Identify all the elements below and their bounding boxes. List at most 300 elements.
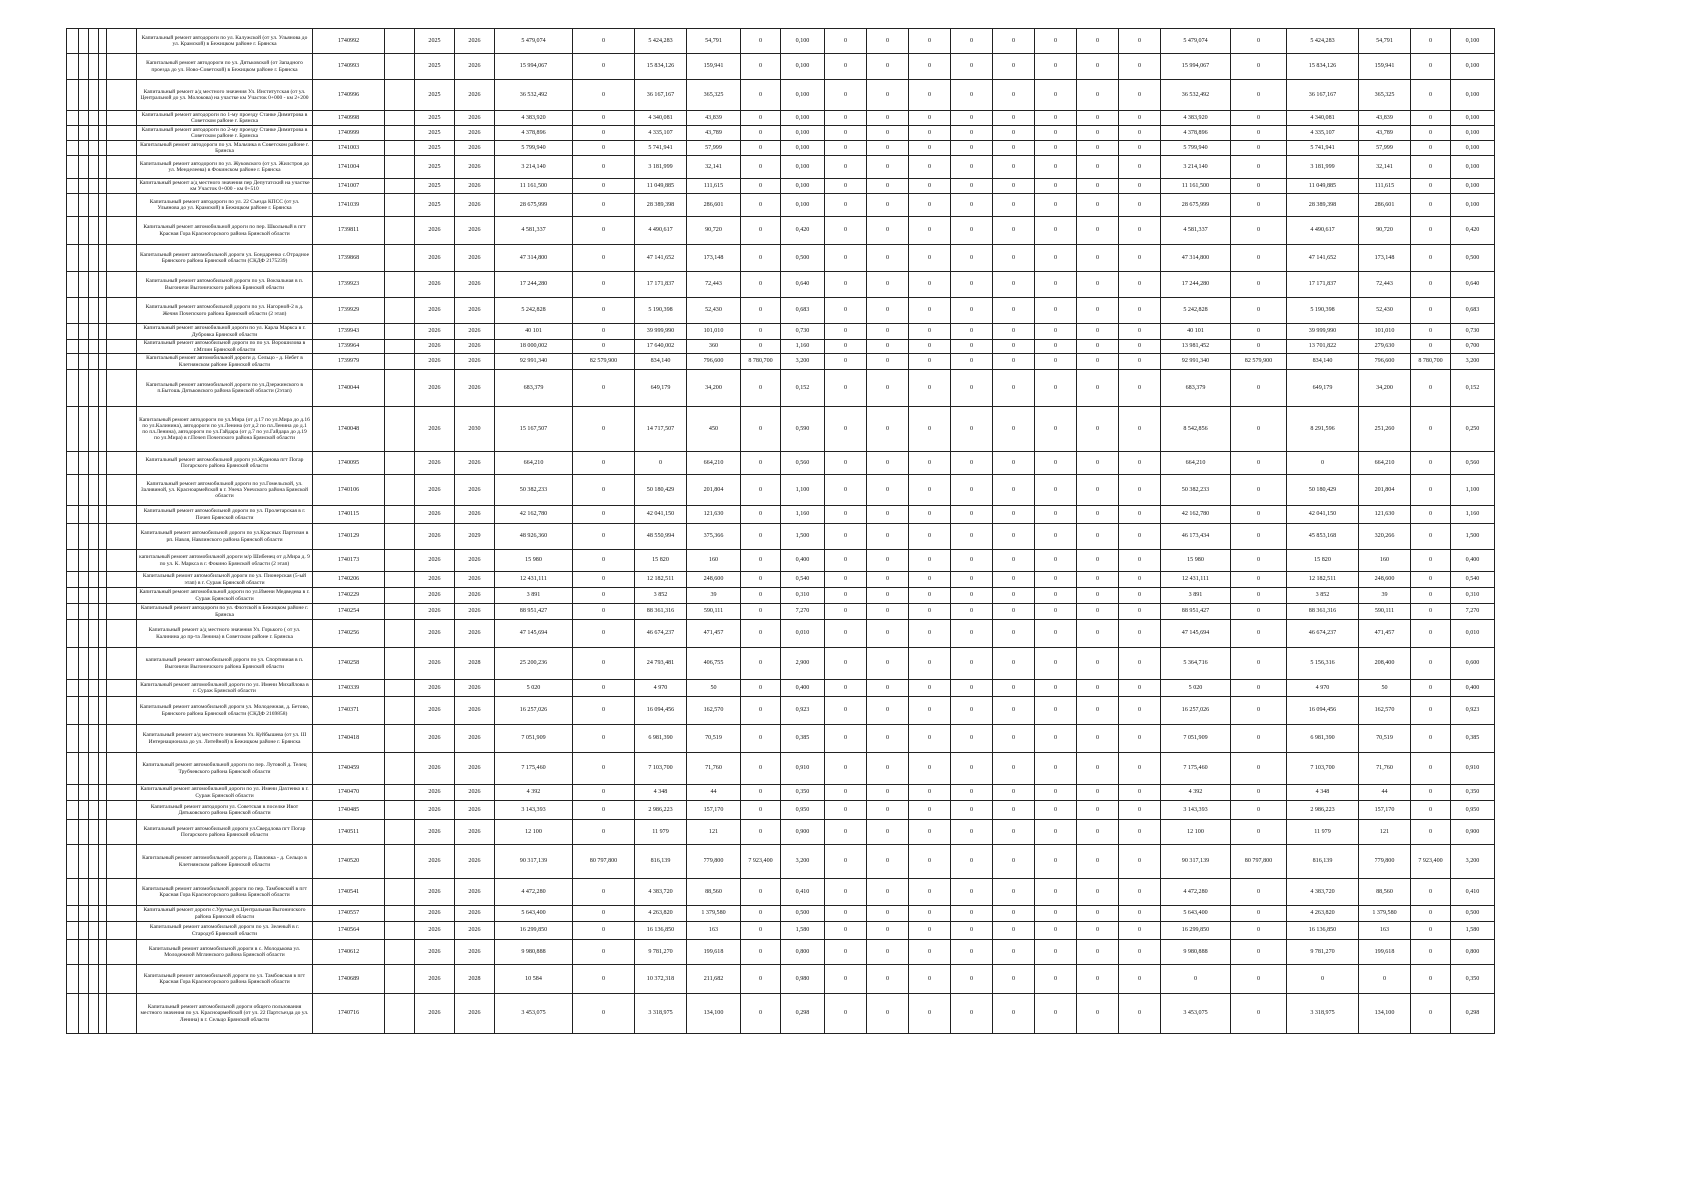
margin-cell — [99, 604, 107, 620]
federal-2026-cell: 0 — [1231, 620, 1287, 648]
regional-cell: 36 167,167 — [635, 80, 687, 111]
table-row — [67, 194, 1495, 217]
total-2026-cell: 5 364,716 — [1161, 648, 1231, 680]
federal-cell: 0 — [573, 524, 635, 550]
regional-cell: 88 361,316 — [635, 604, 687, 620]
start-year-cell: 2025 — [415, 80, 455, 111]
zero-cell: 0 — [1077, 194, 1119, 217]
empty-cell — [385, 156, 415, 179]
zero-cell: 0 — [1077, 54, 1119, 80]
local-2026-cell: 664,210 — [1359, 452, 1411, 475]
length-2026-cell: 1,580 — [1451, 922, 1495, 940]
margin-cell — [107, 245, 137, 272]
margin-cell — [79, 572, 89, 588]
local-2026-cell: 52,430 — [1359, 298, 1411, 324]
end-year-cell: 2026 — [455, 272, 495, 298]
zero-cell: 0 — [1035, 604, 1077, 620]
regional-cell: 39 999,990 — [635, 324, 687, 340]
zero-cell: 0 — [867, 697, 909, 725]
margin-cell — [67, 879, 79, 906]
margin-cell — [89, 753, 99, 785]
zero-cell: 0 — [1035, 370, 1077, 407]
code-cell: 1740371 — [313, 697, 385, 725]
zero-cell: 0 — [951, 820, 993, 845]
federal-cell: 0 — [573, 820, 635, 845]
extra-2026-cell: 0 — [1411, 906, 1451, 922]
zero-cell: 0 — [1035, 179, 1077, 194]
margin-cell — [99, 354, 107, 370]
federal-cell: 0 — [573, 588, 635, 604]
zero-cell: 0 — [993, 80, 1035, 111]
margin-cell — [99, 785, 107, 801]
federal-cell: 0 — [573, 452, 635, 475]
code-cell: 1740511 — [313, 820, 385, 845]
start-year-cell: 2026 — [415, 370, 455, 407]
extra-2026-cell: 0 — [1411, 604, 1451, 620]
local-2026-cell: 71,760 — [1359, 753, 1411, 785]
local-cell: 134,100 — [687, 994, 741, 1034]
margin-cell — [89, 340, 99, 354]
code-cell: 1740044 — [313, 370, 385, 407]
margin-cell — [79, 245, 89, 272]
local-2026-cell: 57,999 — [1359, 141, 1411, 156]
start-year-cell: 2026 — [415, 324, 455, 340]
empty-cell — [385, 54, 415, 80]
margin-cell — [107, 879, 137, 906]
zero-cell: 0 — [993, 572, 1035, 588]
length-cell: 0,590 — [781, 407, 825, 452]
local-2026-cell: 365,325 — [1359, 80, 1411, 111]
margin-cell — [67, 725, 79, 753]
zero-cell: 0 — [867, 111, 909, 126]
regional-2026-cell: 7 103,700 — [1287, 753, 1359, 785]
zero-cell: 0 — [1077, 620, 1119, 648]
federal-cell: 0 — [573, 272, 635, 298]
zero-cell: 0 — [993, 370, 1035, 407]
margin-cell — [67, 845, 79, 879]
local-cell: 664,210 — [687, 452, 741, 475]
length-2026-cell: 0,730 — [1451, 324, 1495, 340]
total-2026-cell: 90 317,139 — [1161, 845, 1231, 879]
zero-cell: 0 — [1119, 922, 1161, 940]
federal-cell: 0 — [573, 753, 635, 785]
length-cell: 0,100 — [781, 194, 825, 217]
length-2026-cell: 0,100 — [1451, 179, 1495, 194]
margin-cell — [67, 452, 79, 475]
length-2026-cell: 0,700 — [1451, 340, 1495, 354]
zero-cell: 0 — [1035, 126, 1077, 141]
zero-cell: 0 — [993, 141, 1035, 156]
length-cell: 0,385 — [781, 725, 825, 753]
local-cell: 779,800 — [687, 845, 741, 879]
start-year-cell: 2026 — [415, 725, 455, 753]
margin-cell — [79, 29, 89, 54]
margin-cell — [79, 272, 89, 298]
extra-cell: 0 — [741, 940, 781, 965]
zero-cell: 0 — [1035, 550, 1077, 572]
code-cell: 1739868 — [313, 245, 385, 272]
zero-cell: 0 — [951, 111, 993, 126]
length-cell: 0,100 — [781, 54, 825, 80]
zero-cell: 0 — [951, 156, 993, 179]
length-2026-cell: 0,910 — [1451, 753, 1495, 785]
total-cell: 4 472,280 — [495, 879, 573, 906]
zero-cell: 0 — [951, 179, 993, 194]
regional-2026-cell: 4 490,617 — [1287, 217, 1359, 245]
total-2026-cell: 0 — [1161, 965, 1231, 994]
margin-cell — [67, 697, 79, 725]
extra-2026-cell: 0 — [1411, 370, 1451, 407]
margin-cell — [89, 524, 99, 550]
margin-cell — [67, 922, 79, 940]
regional-cell: 4 263,820 — [635, 906, 687, 922]
length-2026-cell: 0,640 — [1451, 272, 1495, 298]
total-cell: 4 581,337 — [495, 217, 573, 245]
margin-cell — [89, 994, 99, 1034]
extra-2026-cell: 0 — [1411, 801, 1451, 820]
zero-cell: 0 — [867, 906, 909, 922]
margin-cell — [67, 506, 79, 524]
margin-cell — [107, 572, 137, 588]
local-2026-cell: 54,791 — [1359, 29, 1411, 54]
margin-cell — [89, 725, 99, 753]
extra-cell: 0 — [741, 620, 781, 648]
local-2026-cell: 796,600 — [1359, 354, 1411, 370]
total-cell: 50 382,233 — [495, 475, 573, 506]
end-year-cell: 2026 — [455, 54, 495, 80]
regional-cell: 4 383,720 — [635, 879, 687, 906]
total-2026-cell: 16 257,026 — [1161, 697, 1231, 725]
margin-cell — [67, 80, 79, 111]
length-cell: 1,580 — [781, 922, 825, 940]
extra-cell: 0 — [741, 550, 781, 572]
margin-cell — [79, 753, 89, 785]
zero-cell: 0 — [1035, 475, 1077, 506]
regional-cell: 14 717,507 — [635, 407, 687, 452]
zero-cell: 0 — [1077, 245, 1119, 272]
regional-2026-cell: 4 970 — [1287, 680, 1359, 697]
local-cell: 159,941 — [687, 54, 741, 80]
zero-cell: 0 — [993, 29, 1035, 54]
zero-cell: 0 — [1119, 324, 1161, 340]
regional-2026-cell: 39 999,990 — [1287, 324, 1359, 340]
federal-cell: 0 — [573, 906, 635, 922]
local-2026-cell: 90,720 — [1359, 217, 1411, 245]
margin-cell — [89, 879, 99, 906]
start-year-cell: 2025 — [415, 29, 455, 54]
local-2026-cell: 50 — [1359, 680, 1411, 697]
empty-cell — [385, 604, 415, 620]
federal-2026-cell: 0 — [1231, 141, 1287, 156]
end-year-cell: 2026 — [455, 324, 495, 340]
zero-cell: 0 — [1035, 111, 1077, 126]
extra-cell: 0 — [741, 801, 781, 820]
regional-2026-cell: 5 190,398 — [1287, 298, 1359, 324]
federal-cell: 0 — [573, 340, 635, 354]
regional-2026-cell: 45 853,168 — [1287, 524, 1359, 550]
margin-cell — [99, 475, 107, 506]
table-row — [67, 785, 1495, 801]
extra-2026-cell: 0 — [1411, 753, 1451, 785]
zero-cell: 0 — [867, 524, 909, 550]
length-cell: 2,900 — [781, 648, 825, 680]
zero-cell: 0 — [1119, 965, 1161, 994]
name-cell: Капитальный ремонт автомобильной дороги по ул. Карла Маркса в г. Дубровка Брянской области — [137, 324, 313, 340]
empty-cell — [385, 697, 415, 725]
total-2026-cell: 42 162,780 — [1161, 506, 1231, 524]
zero-cell: 0 — [1119, 524, 1161, 550]
local-cell: 450 — [687, 407, 741, 452]
length-cell: 0,310 — [781, 588, 825, 604]
total-cell: 16 257,026 — [495, 697, 573, 725]
margin-cell — [79, 648, 89, 680]
start-year-cell: 2026 — [415, 620, 455, 648]
margin-cell — [107, 54, 137, 80]
zero-cell: 0 — [1035, 801, 1077, 820]
extra-2026-cell: 0 — [1411, 194, 1451, 217]
regional-cell: 17 640,002 — [635, 340, 687, 354]
length-2026-cell: 0,100 — [1451, 29, 1495, 54]
length-2026-cell: 0,100 — [1451, 194, 1495, 217]
zero-cell: 0 — [909, 80, 951, 111]
length-2026-cell: 3,200 — [1451, 354, 1495, 370]
extra-2026-cell: 0 — [1411, 111, 1451, 126]
extra-cell: 0 — [741, 648, 781, 680]
local-2026-cell: 251,260 — [1359, 407, 1411, 452]
length-cell: 0,100 — [781, 29, 825, 54]
start-year-cell: 2025 — [415, 54, 455, 80]
margin-cell — [67, 940, 79, 965]
federal-2026-cell: 82 579,900 — [1231, 354, 1287, 370]
zero-cell: 0 — [951, 697, 993, 725]
zero-cell: 0 — [951, 272, 993, 298]
margin-cell — [67, 141, 79, 156]
margin-cell — [89, 965, 99, 994]
objects-table — [66, 28, 1495, 1034]
table-row — [67, 111, 1495, 126]
margin-cell — [107, 725, 137, 753]
zero-cell: 0 — [909, 965, 951, 994]
code-cell: 1740716 — [313, 994, 385, 1034]
federal-cell: 0 — [573, 80, 635, 111]
zero-cell: 0 — [1077, 179, 1119, 194]
local-2026-cell: 72,443 — [1359, 272, 1411, 298]
zero-cell: 0 — [1035, 524, 1077, 550]
zero-cell: 0 — [1035, 940, 1077, 965]
margin-cell — [79, 354, 89, 370]
name-cell: Капитальный ремонт автомобильной дороги д. Павловка - д. Сельцо в Клетнянском районе Брянской области — [137, 845, 313, 879]
extra-2026-cell: 0 — [1411, 550, 1451, 572]
end-year-cell: 2026 — [455, 604, 495, 620]
length-2026-cell: 0,010 — [1451, 620, 1495, 648]
local-2026-cell: 121 — [1359, 820, 1411, 845]
extra-cell: 0 — [741, 994, 781, 1034]
extra-cell: 0 — [741, 879, 781, 906]
zero-cell: 0 — [1077, 753, 1119, 785]
regional-2026-cell: 11 049,885 — [1287, 179, 1359, 194]
zero-cell: 0 — [909, 725, 951, 753]
zero-cell: 0 — [867, 452, 909, 475]
zero-cell: 0 — [1119, 697, 1161, 725]
code-cell: 1739923 — [313, 272, 385, 298]
code-cell: 1740459 — [313, 753, 385, 785]
extra-2026-cell: 0 — [1411, 407, 1451, 452]
extra-cell: 0 — [741, 697, 781, 725]
margin-cell — [67, 29, 79, 54]
regional-2026-cell: 28 389,398 — [1287, 194, 1359, 217]
zero-cell: 0 — [867, 54, 909, 80]
name-cell: Капитальный ремонт а/д местного значения Ул. Горького ( от ул. Калинина до пр-та Ленина) в Советском районе г. Брянска — [137, 620, 313, 648]
margin-cell — [89, 620, 99, 648]
zero-cell: 0 — [1119, 845, 1161, 879]
length-cell: 0,730 — [781, 324, 825, 340]
name-cell: Капитальный ремонт дороги с.Уручье,ул.Центральная Выгоничского района Брянской области — [137, 906, 313, 922]
federal-cell: 82 579,900 — [573, 354, 635, 370]
local-2026-cell: 111,615 — [1359, 179, 1411, 194]
zero-cell: 0 — [1119, 906, 1161, 922]
margin-cell — [107, 922, 137, 940]
zero-cell: 0 — [909, 272, 951, 298]
total-cell: 48 926,360 — [495, 524, 573, 550]
zero-cell: 0 — [993, 194, 1035, 217]
margin-cell — [107, 906, 137, 922]
zero-cell: 0 — [1119, 80, 1161, 111]
federal-2026-cell: 0 — [1231, 506, 1287, 524]
zero-cell: 0 — [867, 994, 909, 1034]
local-2026-cell: 279,630 — [1359, 340, 1411, 354]
zero-cell: 0 — [909, 324, 951, 340]
name-cell: Капитальный ремонт автомобильной дороги ул. Молодежная, д. Бетово, Брянского района Брянской области (СКДФ 2169858) — [137, 697, 313, 725]
end-year-cell: 2026 — [455, 245, 495, 272]
federal-cell: 0 — [573, 572, 635, 588]
zero-cell: 0 — [867, 725, 909, 753]
code-cell: 1740689 — [313, 965, 385, 994]
extra-cell: 0 — [741, 524, 781, 550]
margin-cell — [79, 475, 89, 506]
extra-2026-cell: 0 — [1411, 648, 1451, 680]
total-2026-cell: 50 382,233 — [1161, 475, 1231, 506]
extra-cell: 0 — [741, 54, 781, 80]
zero-cell: 0 — [993, 697, 1035, 725]
zero-cell: 0 — [1119, 354, 1161, 370]
zero-cell: 0 — [867, 156, 909, 179]
regional-cell: 11 979 — [635, 820, 687, 845]
code-cell: 1740256 — [313, 620, 385, 648]
zero-cell: 0 — [1077, 298, 1119, 324]
margin-cell — [107, 845, 137, 879]
length-cell: 1,500 — [781, 524, 825, 550]
zero-cell: 0 — [867, 475, 909, 506]
extra-2026-cell: 8 780,700 — [1411, 354, 1451, 370]
zero-cell: 0 — [1035, 648, 1077, 680]
zero-cell: 0 — [951, 550, 993, 572]
length-2026-cell: 0,152 — [1451, 370, 1495, 407]
end-year-cell: 2026 — [455, 725, 495, 753]
total-cell: 9 980,888 — [495, 940, 573, 965]
name-cell: Капитальный ремонт автодороги по 2-му проезду Станке Димитрова в Советском районе г. Брянска — [137, 126, 313, 141]
margin-cell — [89, 697, 99, 725]
margin-cell — [107, 801, 137, 820]
total-cell: 25 200,236 — [495, 648, 573, 680]
total-2026-cell: 4 383,920 — [1161, 111, 1231, 126]
zero-cell: 0 — [951, 324, 993, 340]
zero-cell: 0 — [951, 680, 993, 697]
length-2026-cell: 1,500 — [1451, 524, 1495, 550]
total-2026-cell: 15 994,067 — [1161, 54, 1231, 80]
empty-cell — [385, 179, 415, 194]
federal-2026-cell: 0 — [1231, 80, 1287, 111]
margin-cell — [89, 588, 99, 604]
empty-cell — [385, 29, 415, 54]
local-2026-cell: 70,519 — [1359, 725, 1411, 753]
start-year-cell: 2026 — [415, 298, 455, 324]
total-2026-cell: 92 991,340 — [1161, 354, 1231, 370]
local-2026-cell: 201,804 — [1359, 475, 1411, 506]
length-2026-cell: 0,800 — [1451, 940, 1495, 965]
zero-cell: 0 — [1035, 340, 1077, 354]
zero-cell: 0 — [951, 604, 993, 620]
total-cell: 12 100 — [495, 820, 573, 845]
name-cell: Капитальный ремонт автомобильной дороги по ул. Имени Дахтенко в г. Сураж Брянской области — [137, 785, 313, 801]
federal-cell: 0 — [573, 994, 635, 1034]
length-2026-cell: 0,410 — [1451, 879, 1495, 906]
zero-cell: 0 — [909, 407, 951, 452]
zero-cell: 0 — [867, 141, 909, 156]
end-year-cell: 2030 — [455, 407, 495, 452]
start-year-cell: 2026 — [415, 965, 455, 994]
extra-cell: 0 — [741, 820, 781, 845]
local-2026-cell: 779,800 — [1359, 845, 1411, 879]
code-cell: 1739964 — [313, 340, 385, 354]
table-row — [67, 524, 1495, 550]
empty-cell — [385, 298, 415, 324]
zero-cell: 0 — [1077, 217, 1119, 245]
regional-2026-cell: 4 348 — [1287, 785, 1359, 801]
zero-cell: 0 — [951, 965, 993, 994]
zero-cell: 0 — [993, 965, 1035, 994]
total-cell: 88 951,427 — [495, 604, 573, 620]
zero-cell: 0 — [951, 922, 993, 940]
zero-cell: 0 — [825, 994, 867, 1034]
regional-cell: 11 049,885 — [635, 179, 687, 194]
code-cell: 1740418 — [313, 725, 385, 753]
zero-cell: 0 — [825, 54, 867, 80]
length-2026-cell: 0,560 — [1451, 452, 1495, 475]
extra-cell: 0 — [741, 141, 781, 156]
margin-cell — [107, 272, 137, 298]
federal-cell: 0 — [573, 194, 635, 217]
code-cell: 1740999 — [313, 126, 385, 141]
zero-cell: 0 — [951, 298, 993, 324]
federal-cell: 0 — [573, 879, 635, 906]
margin-cell — [107, 141, 137, 156]
margin-cell — [107, 506, 137, 524]
table-row — [67, 940, 1495, 965]
code-cell: 1740115 — [313, 506, 385, 524]
code-cell: 1740470 — [313, 785, 385, 801]
name-cell: Капитальный ремонт автомобильной дороги по ул. Вокзальная в п. Выгоничи Выгоничского района Брянской области — [137, 272, 313, 298]
zero-cell: 0 — [825, 340, 867, 354]
zero-cell: 0 — [1035, 680, 1077, 697]
end-year-cell: 2026 — [455, 126, 495, 141]
zero-cell: 0 — [825, 245, 867, 272]
zero-cell: 0 — [909, 820, 951, 845]
length-cell: 0,410 — [781, 879, 825, 906]
margin-cell — [67, 965, 79, 994]
margin-cell — [67, 245, 79, 272]
name-cell: капитальный ремонт автомобильной дороги по ул. Спортивная в п. Выгоничи Выгоничского района Брянской области — [137, 648, 313, 680]
regional-cell: 0 — [635, 452, 687, 475]
